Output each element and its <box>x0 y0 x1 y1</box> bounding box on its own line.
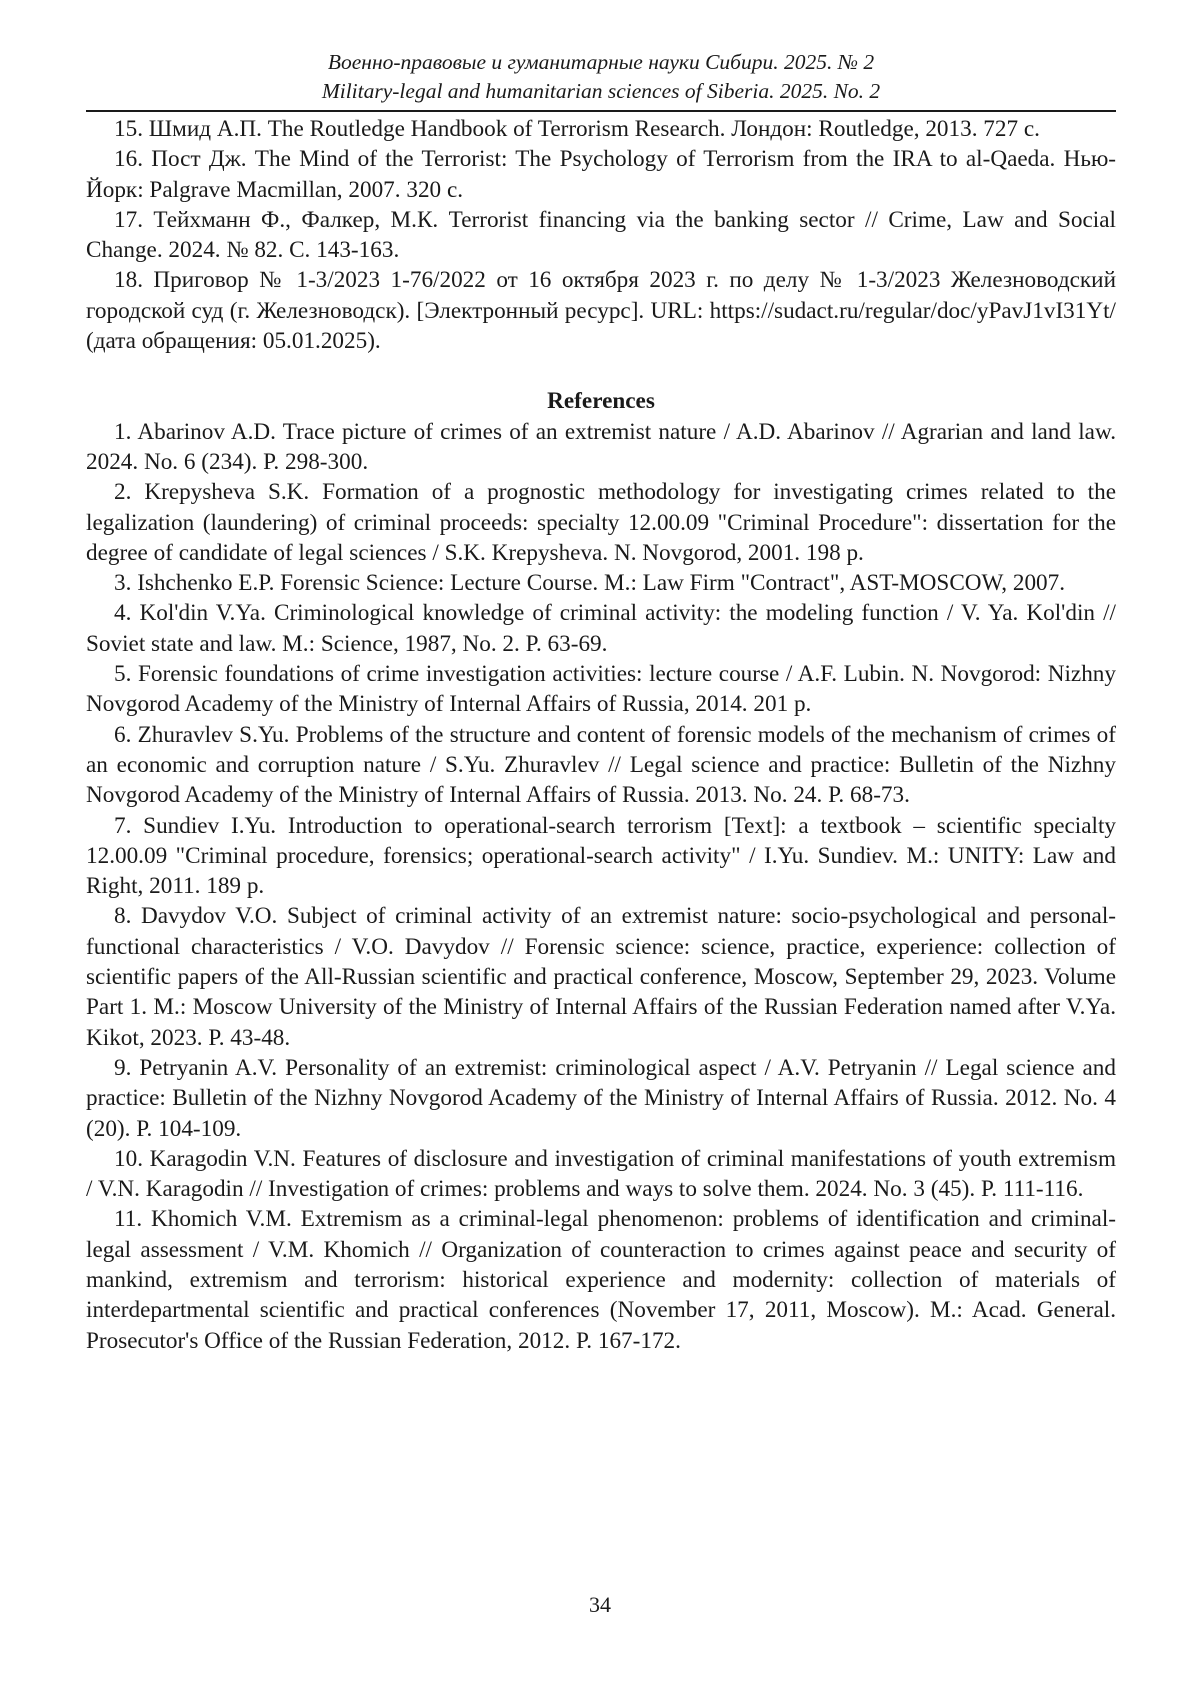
header-journal-title-ru: Военно-правовые и гуманитарные науки Сибири. 2025. № 2 <box>327 50 875 74</box>
page-number: 34 <box>589 1592 611 1617</box>
running-header <box>86 48 1116 106</box>
reference-item-9: 9. Petryanin A.V. Personality of an extremist: criminological aspect / A.V. Petryanin // Legal science and practice: Bulletin of the Nizhny Novgorod Academy of the Ministry of Internal Affairs of Russia. 2012. No. 4 (20). P. 104-109. <box>86 1054 1116 1142</box>
source-item-15: 15. Шмид А.П. The Routledge Handbook of Terrorism Research. Лондон: Routledge, 2013. 727 с. <box>114 116 1040 142</box>
reference-item-8: 8. Davydov V.O. Subject of criminal activity of an extremist nature: socio-psychological and personal-functional characteristics / V.O. Davydov // Forensic science: science, practice, experience: collection of scientific papers of the All-Russian scientific and practical conference, Moscow, September 29, 2023. Volume Part 1. M.: Moscow University of the Ministry of Internal Affairs of the Russian Federation named after V.Ya. Kikot, 2023. P. 43-48. <box>86 903 1116 1051</box>
source-item-17: 17. Тейхманн Ф., Фалкер, М.К. Terrorist financing via the banking sector // Crime, Law and Social Change. 2024. № 82. С. 143-163. <box>86 206 1116 264</box>
reference-item-2: 2. Krepysheva S.K. Formation of a prognostic methodology for investigating crimes related to the legalization (laundering) of criminal proceeds: specialty 12.00.09 "Criminal Procedure": dissertation for the degree of candidate of legal sciences / S.K. Krepysheva. N. Novgorod, 2001. 198 p. <box>86 479 1116 566</box>
reference-item-4: 4. Kol'din V.Ya. Criminological knowledge of criminal activity: the modeling function / V. Ya. Kol'din // Soviet state and law. M.: Science, 1987, No. 2. P. 63-69. <box>86 600 1116 657</box>
reference-item-5: 5. Forensic foundations of crime investigation activities: lecture course / A.F. Lubin. N. Novgorod: Nizhny Novgorod Academy of the Ministry of Internal Affairs of Russia, 2014. 201 p. <box>86 661 1116 718</box>
reference-item-3: 3. Ishchenko E.P. Forensic Science: Lecture Course. M.: Law Firm "Contract", AST-MOSCOW, 2007. <box>114 570 1066 597</box>
references-heading: References <box>547 388 655 415</box>
reference-item-11: 11. Khomich V.M. Extremism as a criminal-legal phenomenon: problems of identification and criminal-legal assessment / V.M. Khomich // Organization of counteraction to crimes against peace and security of mankind, extremism and terrorism: historical experience and modernity: collection of materials of interdepartmental scientific and practical conferences (November 17, 2011, Moscow). M.: Acad. General. Prosecutor's Office of the Russian Federation, 2012. P. 167-172. <box>86 1206 1116 1354</box>
body-text <box>86 114 1116 1356</box>
reference-item-1: 1. Abarinov A.D. Trace picture of crimes of an extremist nature / A.D. Abarinov // Agrarian and land law. 2024. No. 6 (234). P. 298-300. <box>86 418 1116 475</box>
source-item-16: 16. Пост Дж. The Mind of the Terrorist: The Psychology of Terrorism from the IRA to al-Qaeda. Нью-Йорк: Palgrave Macmillan, 2007. 320 с. <box>86 146 1116 203</box>
reference-item-10: 10. Karagodin V.N. Features of disclosure and investigation of criminal manifestations of youth extremism / V.N. Karagodin // Investigation of crimes: problems and ways to solve them. 2024. No. 3 (45). P. 111-116. <box>86 1145 1116 1203</box>
reference-item-7: 7. Sundiev I.Yu. Introduction to operational-search terrorism [Text]: a textbook – scientific specialty 12.00.09 "Criminal procedure, forensics; operational-search activity" / I.Yu. Sundiev. M.: UNITY: Law and Right, 2011. 189 p. <box>86 812 1116 900</box>
header-divider <box>86 110 1116 112</box>
source-item-18: 18. Приговор № 1-3/2023 1-76/2022 от 16 октября 2023 г. по делу № 1-3/2023 Железноводский городской суд (г. Железноводск). [Электронный ресурс]. URL: https://sudact.ru/regular/doc/yPavJ1vI31Yt/ (дата обращения: 05.01.2025). <box>86 267 1116 355</box>
reference-item-6: 6. Zhuravlev S.Yu. Problems of the structure and content of forensic models of the mechanism of crimes of an economic and corruption nature / S.Yu. Zhuravlev // Legal science and practice: Bulletin of the Nizhny Novgorod Academy of the Ministry of Internal Affairs of Russia. 2013. No. 24. P. 68-73. <box>86 721 1116 809</box>
header-journal-title-en: Military-legal and humanitarian sciences of Siberia. 2025. No. 2 <box>321 79 881 103</box>
